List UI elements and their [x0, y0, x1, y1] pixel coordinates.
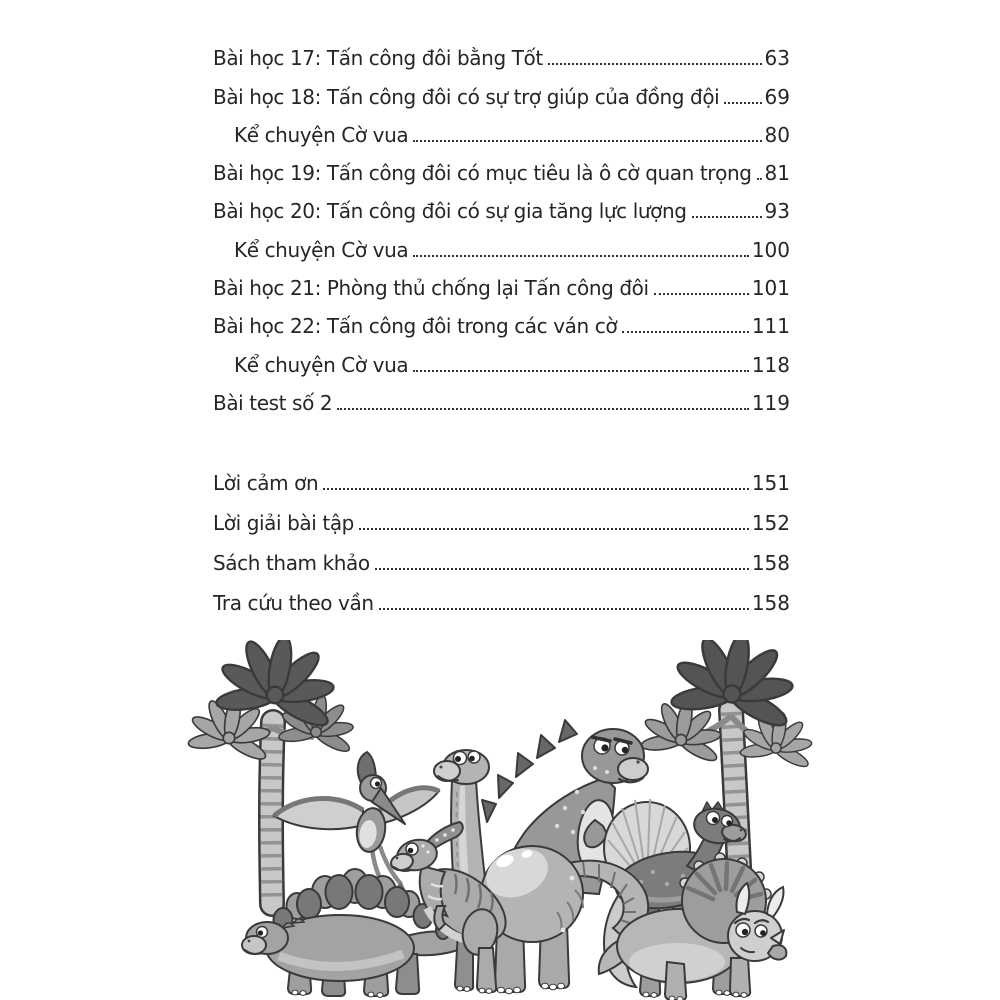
dot-leader	[323, 488, 749, 490]
dot-leader	[359, 528, 749, 530]
dot-leader	[379, 608, 749, 610]
toc-entry-label: Sách tham khảo	[213, 550, 370, 575]
toc-entry-page: 118	[751, 352, 790, 377]
toc-entry-label: Bài học 21: Phòng thủ chống lại Tấn công đôi	[213, 276, 649, 301]
toc-entry	[213, 383, 790, 421]
toc-entry-label: Lời giải bài tập	[213, 510, 354, 535]
dot-leader	[337, 408, 749, 410]
table-of-contents	[213, 38, 790, 621]
toc-entry-page: 119	[751, 390, 790, 415]
dot-leader	[622, 331, 749, 333]
dot-leader	[375, 568, 749, 570]
toc-entry-page: 93	[764, 199, 790, 224]
palm-tree-left	[187, 640, 354, 904]
toc-entry	[213, 38, 790, 76]
toc-entry	[213, 115, 790, 153]
toc-entry-label: Bài học 22: Tấn công đôi trong các ván cờ	[213, 314, 618, 339]
toc-entry-label: Lời cảm ơn	[213, 470, 319, 495]
toc-entry-label: Bài test số 2	[213, 390, 333, 415]
dot-leader	[413, 140, 761, 142]
toc-entry	[213, 501, 790, 541]
toc-entry	[213, 153, 790, 191]
toc-entry-page: 158	[751, 590, 790, 615]
toc-entry-page: 69	[764, 84, 790, 109]
toc-entry-page: 80	[764, 122, 790, 147]
toc-entry-page: 151	[751, 470, 790, 495]
toc-entry	[213, 581, 790, 621]
toc-entry	[213, 541, 790, 581]
toc-entry-label: Kể chuyện Cờ vua	[234, 122, 409, 147]
toc-entry	[213, 76, 790, 114]
dot-leader	[692, 216, 762, 218]
toc-entry-label: Tra cứu theo vần	[213, 590, 374, 615]
toc-entry	[213, 229, 790, 267]
toc-entry-label: Bài học 17: Tấn công đôi bằng Tốt	[213, 46, 543, 71]
toc-entry-label: Bài học 20: Tấn công đôi có sự gia tăng lực lượng	[213, 199, 687, 224]
toc-entry-page: 158	[751, 550, 790, 575]
toc-entry-page: 111	[751, 314, 790, 339]
dinosaur-illustration	[175, 640, 825, 1000]
toc-entry	[213, 344, 790, 382]
toc-entry-page: 63	[764, 46, 790, 71]
toc-entry	[213, 268, 790, 306]
toc-entry-label: Bài học 19: Tấn công đôi có mục tiêu là ô cờ quan trọng	[213, 161, 752, 186]
toc-entry-page: 100	[751, 237, 790, 262]
toc-entry-page: 101	[751, 276, 790, 301]
toc-entry-label: Bài học 18: Tấn công đôi có sự trợ giúp của đồng đội	[213, 84, 720, 109]
toc-entry	[213, 191, 790, 229]
toc-backmatter-group	[213, 461, 790, 621]
toc-entry-page: 152	[751, 510, 790, 535]
toc-entry-label: Kể chuyện Cờ vua	[234, 352, 409, 377]
toc-entry	[213, 461, 790, 501]
toc-lessons-group	[213, 38, 790, 421]
toc-entry	[213, 306, 790, 344]
dot-leader	[654, 293, 749, 295]
dot-leader	[724, 102, 761, 104]
dot-leader	[413, 255, 749, 257]
dot-leader	[548, 63, 762, 65]
toc-entry-label: Kể chuyện Cờ vua	[234, 237, 409, 262]
dot-leader	[757, 178, 762, 180]
toc-entry-page: 81	[764, 161, 790, 186]
dot-leader	[413, 370, 749, 372]
